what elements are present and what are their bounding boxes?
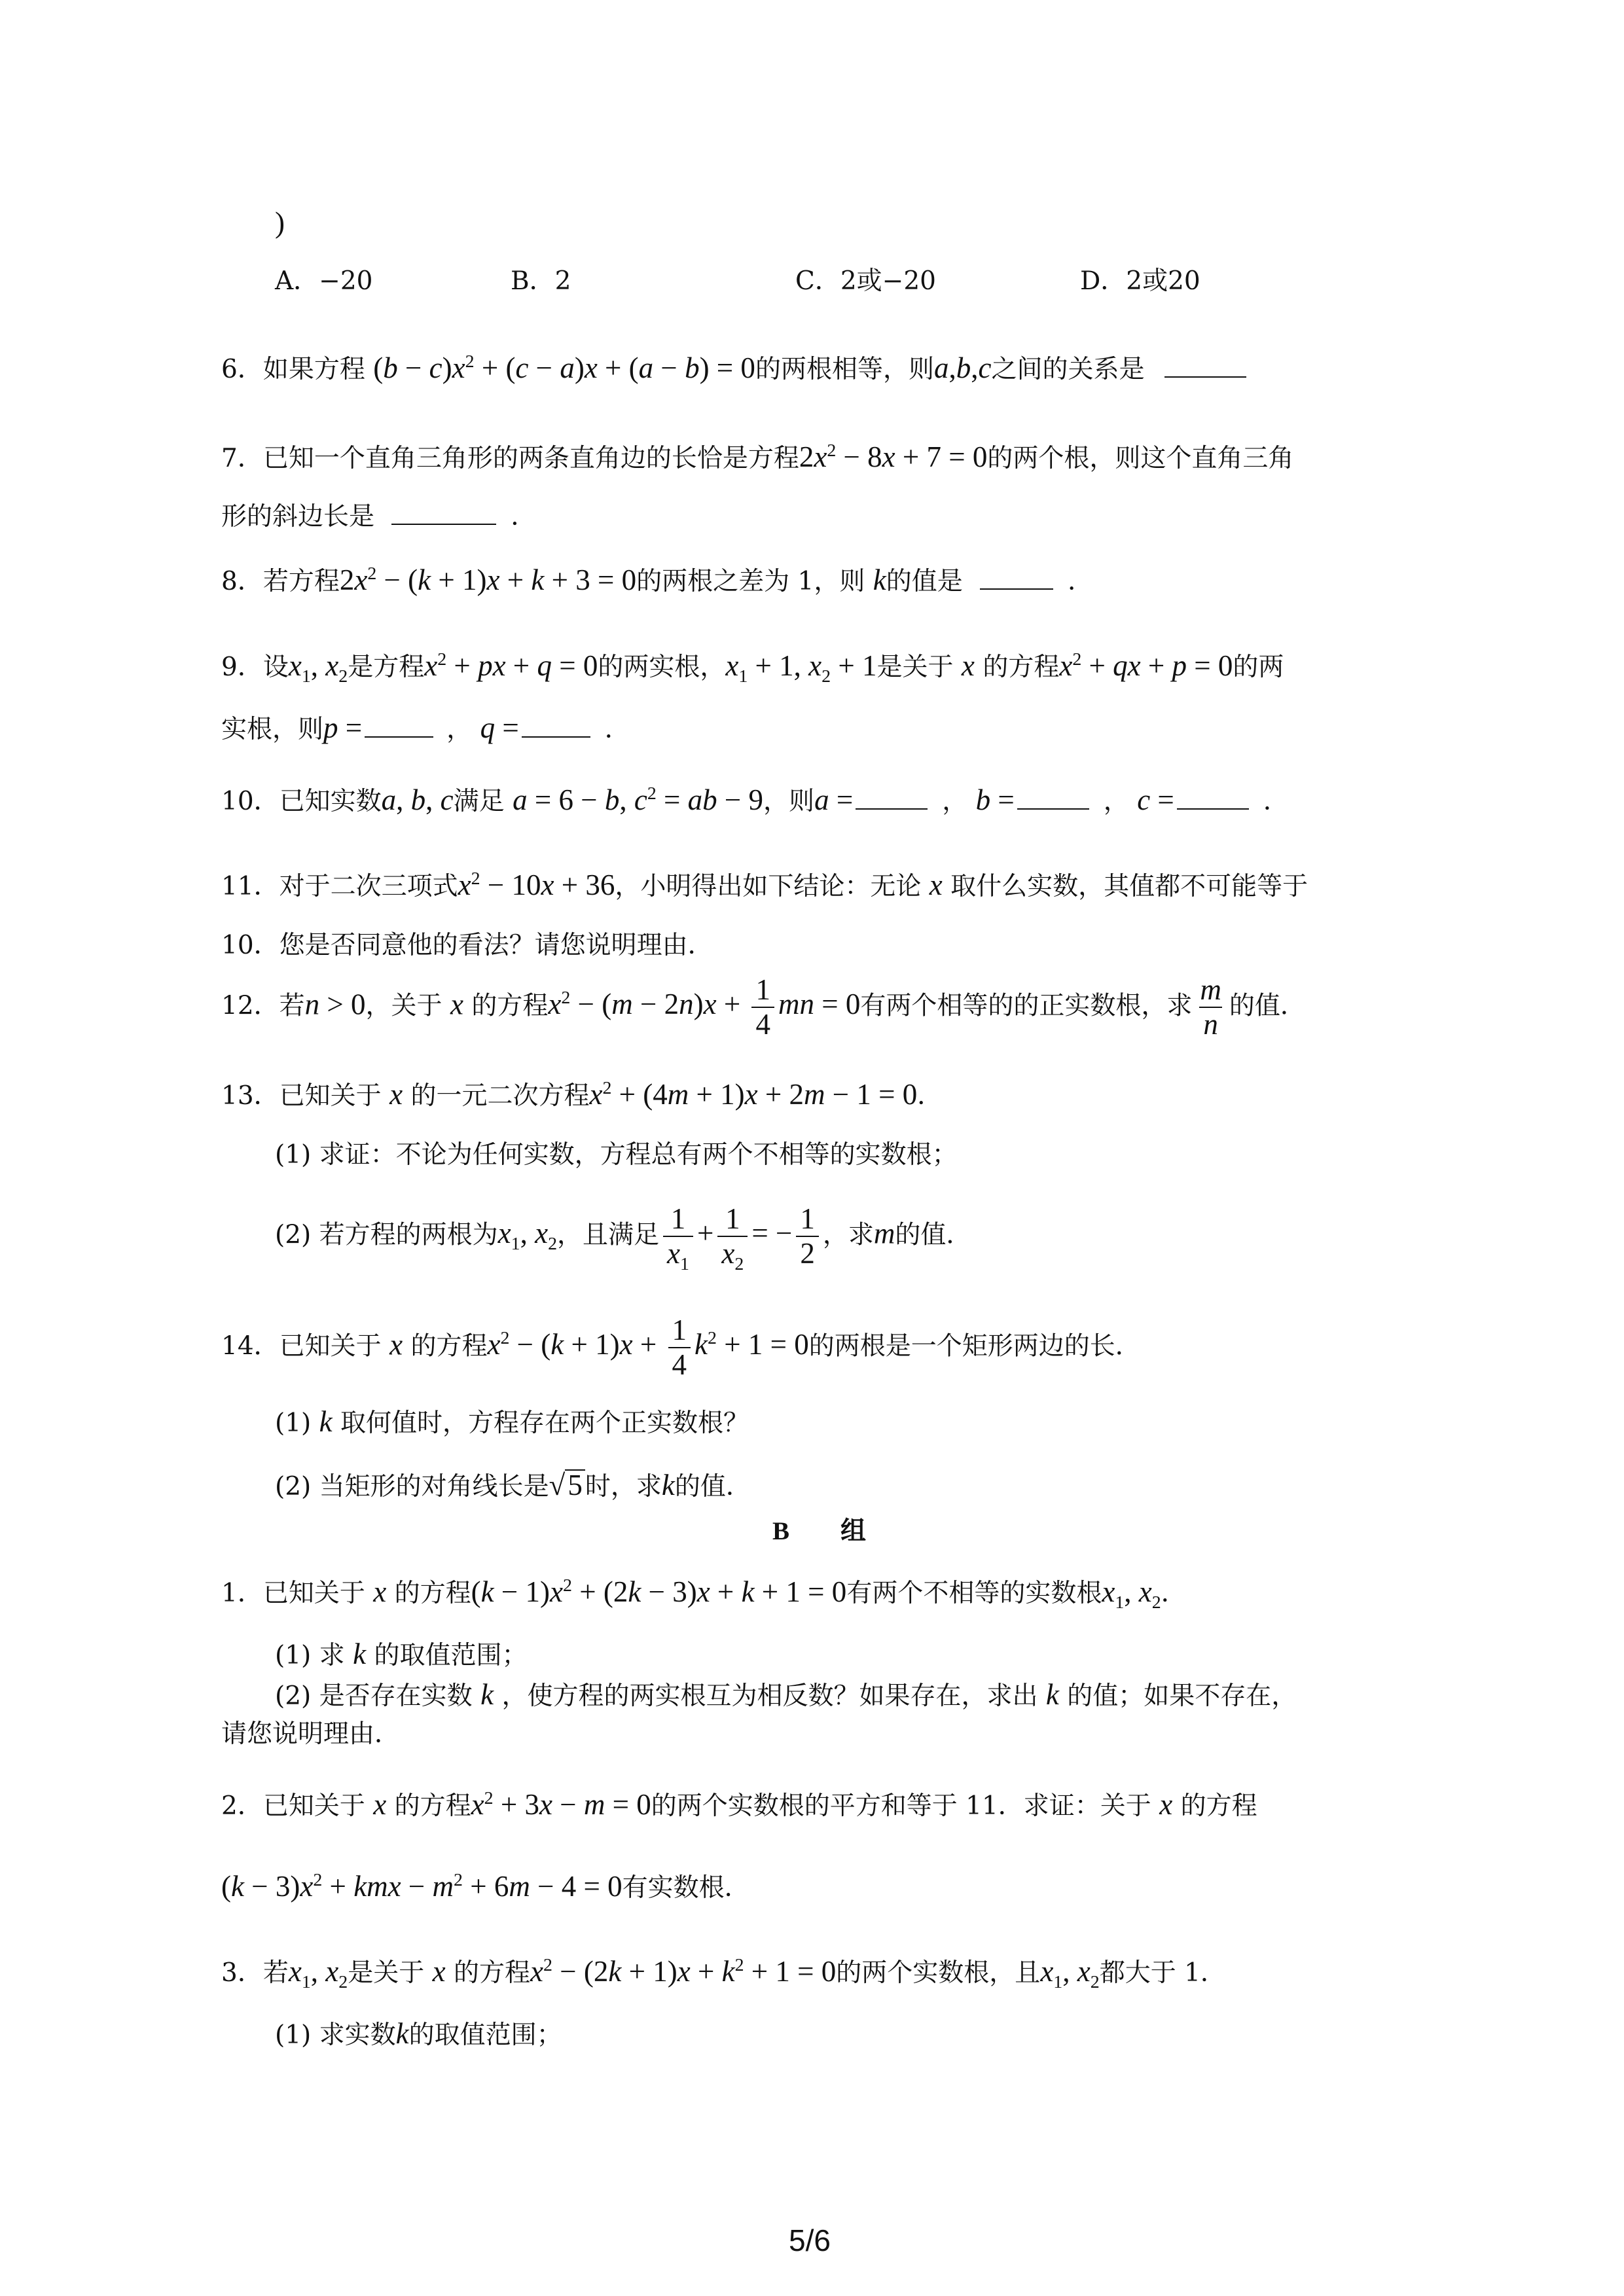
q6-answer-blank xyxy=(1164,376,1246,378)
q10-b-blank xyxy=(1017,808,1089,810)
question-14-part1: (1) k 取何值时，方程存在两个正实数根？ xyxy=(275,1405,749,1438)
page-number: 5/6 xyxy=(789,2223,831,2257)
q6-equation: $(b - c)x^2 + (c - a)x + (a - b) = 0$ xyxy=(373,351,755,384)
question-b1-part2-line2: 请您说明理由． xyxy=(221,1719,401,1749)
question-b3-part1: (1) 求实数k的取值范围； xyxy=(275,2017,562,2050)
q9-equation-1: $x^2$ + px + q = 0 xyxy=(424,649,598,682)
question-12: 12．若n > 0，关于 x 的方程$x^2 - (m - 2n)x$ + $\frac{1}{4}$ mn = 0有两个相等的的正实数根，求 $\frac{m}{n}$ 的值． xyxy=(221,973,1306,1041)
question-14: 14．已知关于 x 的方程$x^2 - (k + 1)x$ + $\frac{1}{4}$ $k^2 + 1 = 0$的两根是一个矩形两边的长． xyxy=(221,1314,1141,1381)
q7-equation: $2x^2 - 8x + 7 = 0$ xyxy=(799,440,988,473)
question-11: 11．对于二次三项式$x^2 - 10x + 36$，小明得出如下结论：无论 x 取什么实数，其值都不可能等于 xyxy=(221,869,1308,901)
q7-answer-blank xyxy=(391,523,496,525)
q12-equation: $x^2 - (m - 2n)x$ + $\frac{1}{4}$ mn = 0 xyxy=(548,973,861,1041)
q14-equation: $x^2 - (k + 1)x$ + $\frac{1}{4}$ $k^2 + 1 = 0$ xyxy=(487,1314,809,1381)
b2-equation-1: $x^2 + 3x - m = 0$ xyxy=(471,1788,651,1821)
q5-option-a: A．−20 xyxy=(275,266,373,296)
question-b1-part1: (1) 求 k 的取值范围； xyxy=(275,1638,528,1670)
q10-a-blank xyxy=(856,808,928,810)
b1-equation: $(k - 1)x^2 + (2k - 3)x + k + 1 = 0$ xyxy=(471,1575,847,1608)
question-8: 8．若方程$2x^2 - (k + 1)x + k + 3 = 0$的两根之差为 1，则 k的值是 ． xyxy=(221,564,1094,596)
q5-option-d: D．2或20 xyxy=(1080,266,1200,296)
b3-equation: $x^2 - (2k + 1)x + k^2 + 1 = 0$ xyxy=(530,1955,837,1988)
question-13-part2: (2) 若方程的两根为$x_1$, $x_2$，且满足 $\frac{1}{x_1}$ + $\frac{1}{x_2}$ = − $\frac{1}{2}$ ，求m的值． xyxy=(275,1202,972,1274)
section-b-heading: B 组 xyxy=(772,1517,867,1545)
q8-equation: $2x^2 - (k + 1)x + k + 3 = 0$ xyxy=(339,564,637,596)
question-9: 9．设$x_1$, $x_2$是方程$x^2$ + px + q = 0的两实根，$x_1 + 1$, $x_2 + 1$是关于 x 的方程$x^2$ + qx + p = 0的两 xyxy=(221,649,1284,687)
q13-condition: $\frac{1}{x_1}$ + $\frac{1}{x_2}$ = − $\frac{1}{2}$ xyxy=(659,1217,823,1249)
question-14-part2: (2) 当矩形的对角线长是√ 5 时，求k的值． xyxy=(275,1469,751,1501)
question-b1: 1．已知关于 x 的方程$(k - 1)x^2 + (2k - 3)x + k + 1 = 0$有两个不相等的实数根$x_1$, $x_2$． xyxy=(221,1575,1187,1613)
question-b2: 2．已知关于 x 的方程$x^2 + 3x - m = 0$的两个实数根的平方和等于 11．求证：关于 x 的方程 xyxy=(221,1788,1257,1821)
question-b3: 3．若$x_1$, $x_2$是关于 x 的方程$x^2 - (2k + 1)x + k^2 + 1 = 0$的两个实数根，且$x_1$, $x_2$都大于 1． xyxy=(221,1955,1226,1992)
q8-answer-blank xyxy=(980,588,1053,590)
q12-fraction: $\frac{m}{n}$ xyxy=(1200,973,1221,1041)
question-10: 10．已知实数a, b, c满足 a = 6 − b, $c^2$ = ab − 9，则a = ， b = ， c = ． xyxy=(221,783,1289,816)
sqrt-5: √ 5 xyxy=(549,1469,585,1500)
q13-equation: $x^2 + (4m + 1)x + 2m - 1 = 0$ xyxy=(589,1078,918,1111)
question-7: 7．已知一个直角三角形的两条直角边的长恰是方程$2x^2 - 8x + 7 = 0$的两个根，则这个直角三角 xyxy=(221,440,1294,473)
q10-equation: a = 6 − b, $c^2$ = ab − 9 xyxy=(513,783,764,816)
q9-p-blank xyxy=(365,736,433,738)
question-b1-part2: (2) 是否存在实数 k ，使方程的两实根互为相反数？如果存在，求出 k 的值；如果不存在， xyxy=(275,1678,1297,1711)
prev-question-tail: ) xyxy=(275,206,285,239)
q11-expression: $x^2 - 10x + 36$ xyxy=(458,869,615,901)
question-13-part1: (1) 求证：不论为任何实数，方程总有两个不相等的实数根； xyxy=(275,1140,958,1170)
q9-equation-2: $x^2$ + qx + p = 0 xyxy=(1059,649,1233,682)
q9-q-blank xyxy=(522,736,590,738)
question-7-line2: 形的斜边长是 ． xyxy=(221,502,537,531)
b2-equation-2: $(k - 3)x^2$ + kmx − $m^2 + 6m - 4 = 0$ xyxy=(221,1870,623,1903)
q5-option-b: B．2 xyxy=(511,266,571,296)
question-13: 13．已知关于 x 的一元二次方程$x^2 + (4m + 1)x + 2m - 1 = 0$． xyxy=(221,1078,943,1111)
question-6: 6．如果方程 $(b - c)x^2 + (c - a)x + (a - b) = 0$的两根相等，则a,b,c之间的关系是 xyxy=(221,353,1246,383)
question-11-line2: 10．您是否同意他的看法？请您说明理由． xyxy=(221,931,713,960)
q5-option-c: C．2或−20 xyxy=(795,266,936,296)
q10-c-blank xyxy=(1177,808,1249,810)
question-9-line2: 实根，则p = ， q = ． xyxy=(221,711,630,744)
question-b2-line2: $(k - 3)x^2$ + kmx − $m^2 + 6m - 4 = 0$有实数根． xyxy=(221,1870,750,1903)
